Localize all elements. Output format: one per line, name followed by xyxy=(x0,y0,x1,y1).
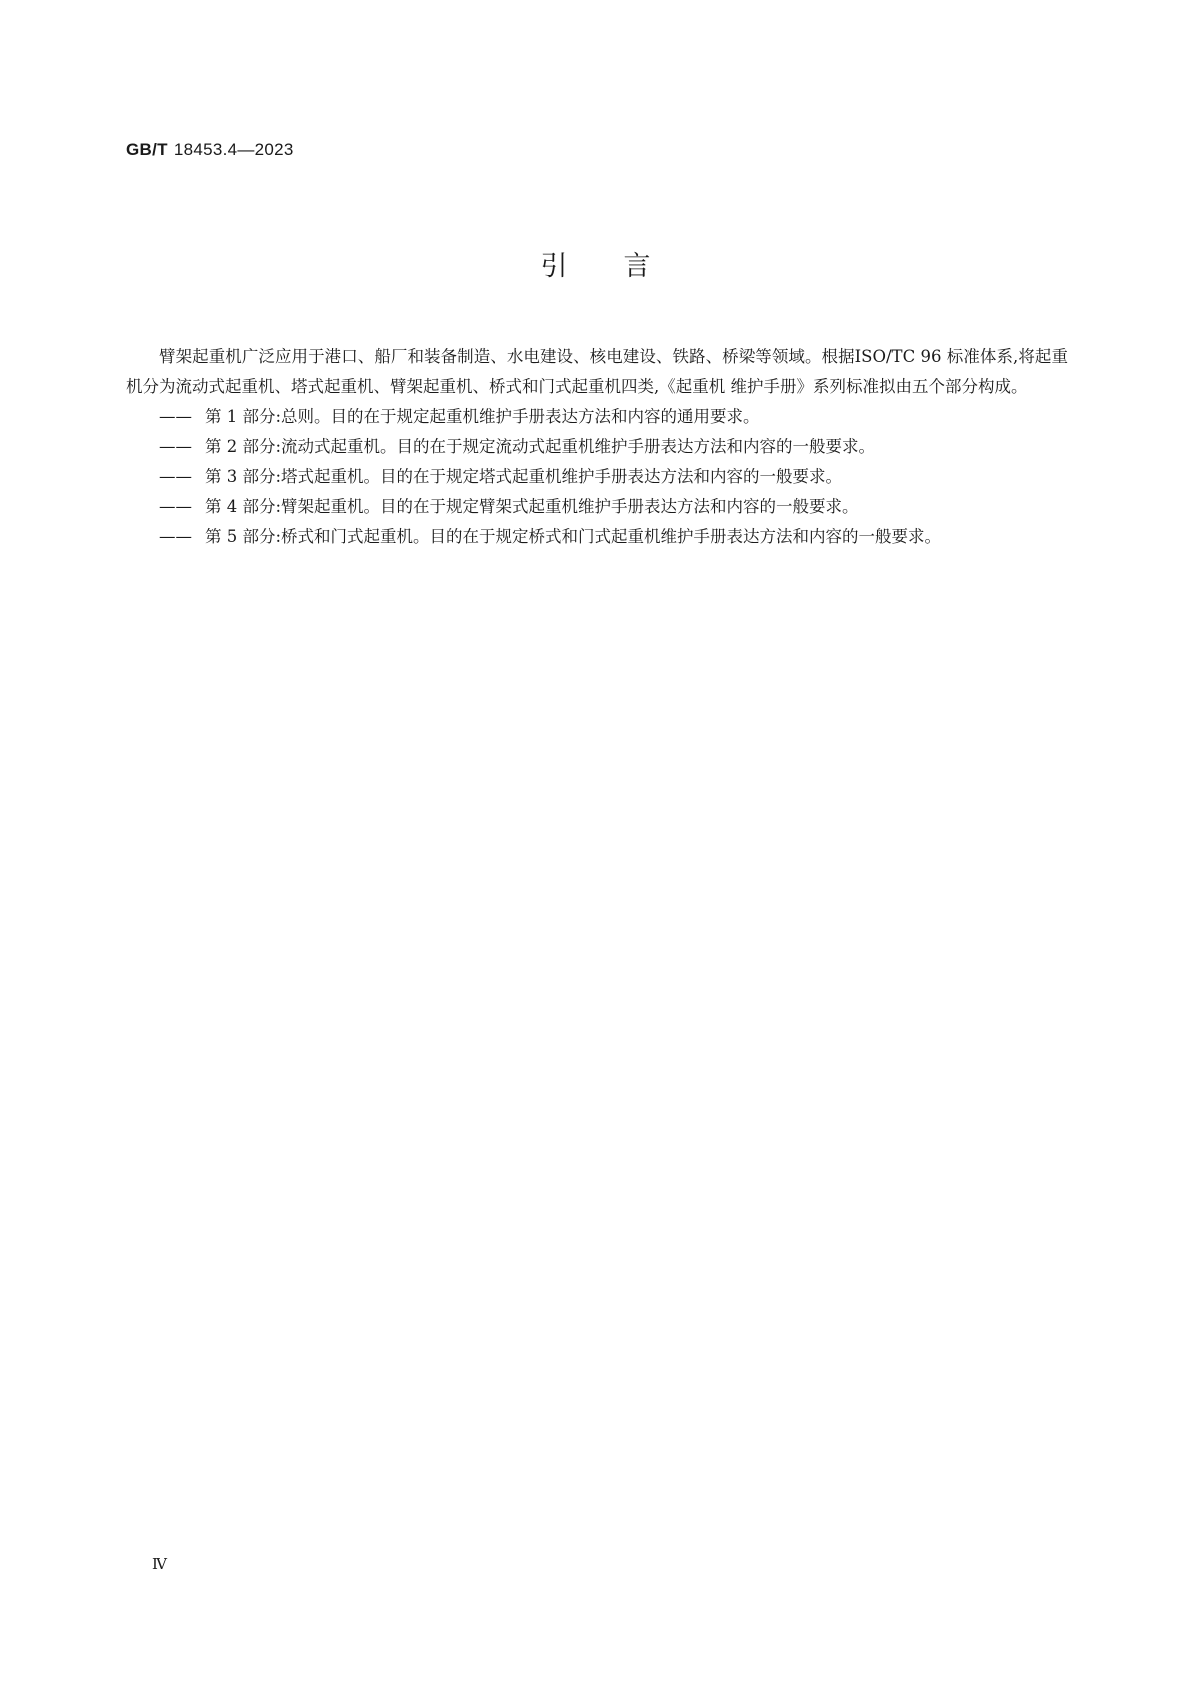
list-item-text: 第 3 部分:塔式起重机。目的在于规定塔式起重机维护手册表达方法和内容的一般要求。 xyxy=(205,467,843,486)
list-item-text: 第 4 部分:臂架起重机。目的在于规定臂架式起重机维护手册表达方法和内容的一般要求。 xyxy=(205,497,859,516)
intro-paragraph: 臂架起重机广泛应用于港口、船厂和装备制造、水电建设、核电建设、铁路、桥梁等领域。根据ISO/TC 96 标准体系,将起重机分为流动式起重机、塔式起重机、臂架起重机、桥式和门式起重机四类,《起重机 维护手册》系列标准拟由五个部分构成。 xyxy=(126,347,1068,396)
list-dash: —— xyxy=(159,437,192,456)
list-item-part-1 xyxy=(126,402,1068,432)
document-body xyxy=(126,342,1068,552)
standard-number: 18453.4—2023 xyxy=(173,140,294,159)
standard-prefix: GB/T xyxy=(126,140,168,159)
list-dash: —— xyxy=(159,497,192,516)
list-item-part-2 xyxy=(126,432,1068,462)
list-dash: —— xyxy=(159,407,192,426)
list-item-part-4 xyxy=(126,492,1068,522)
list-item-part-5 xyxy=(126,522,1068,552)
list-item-text: 第 5 部分:桥式和门式起重机。目的在于规定桥式和门式起重机维护手册表达方法和内容的一般要求。 xyxy=(205,527,942,546)
page-title: 引言 xyxy=(540,251,707,282)
standard-code xyxy=(126,140,294,160)
list-item-text: 第 2 部分:流动式起重机。目的在于规定流动式起重机维护手册表达方法和内容的一般要求。 xyxy=(205,437,876,456)
list-dash: —— xyxy=(159,527,192,546)
list-item-text: 第 1 部分:总则。目的在于规定起重机维护手册表达方法和内容的通用要求。 xyxy=(205,407,760,426)
list-dash: —— xyxy=(159,467,192,486)
page-number: Ⅳ xyxy=(152,1557,167,1573)
list-item-part-3 xyxy=(126,462,1068,492)
parts-list xyxy=(126,402,1068,552)
